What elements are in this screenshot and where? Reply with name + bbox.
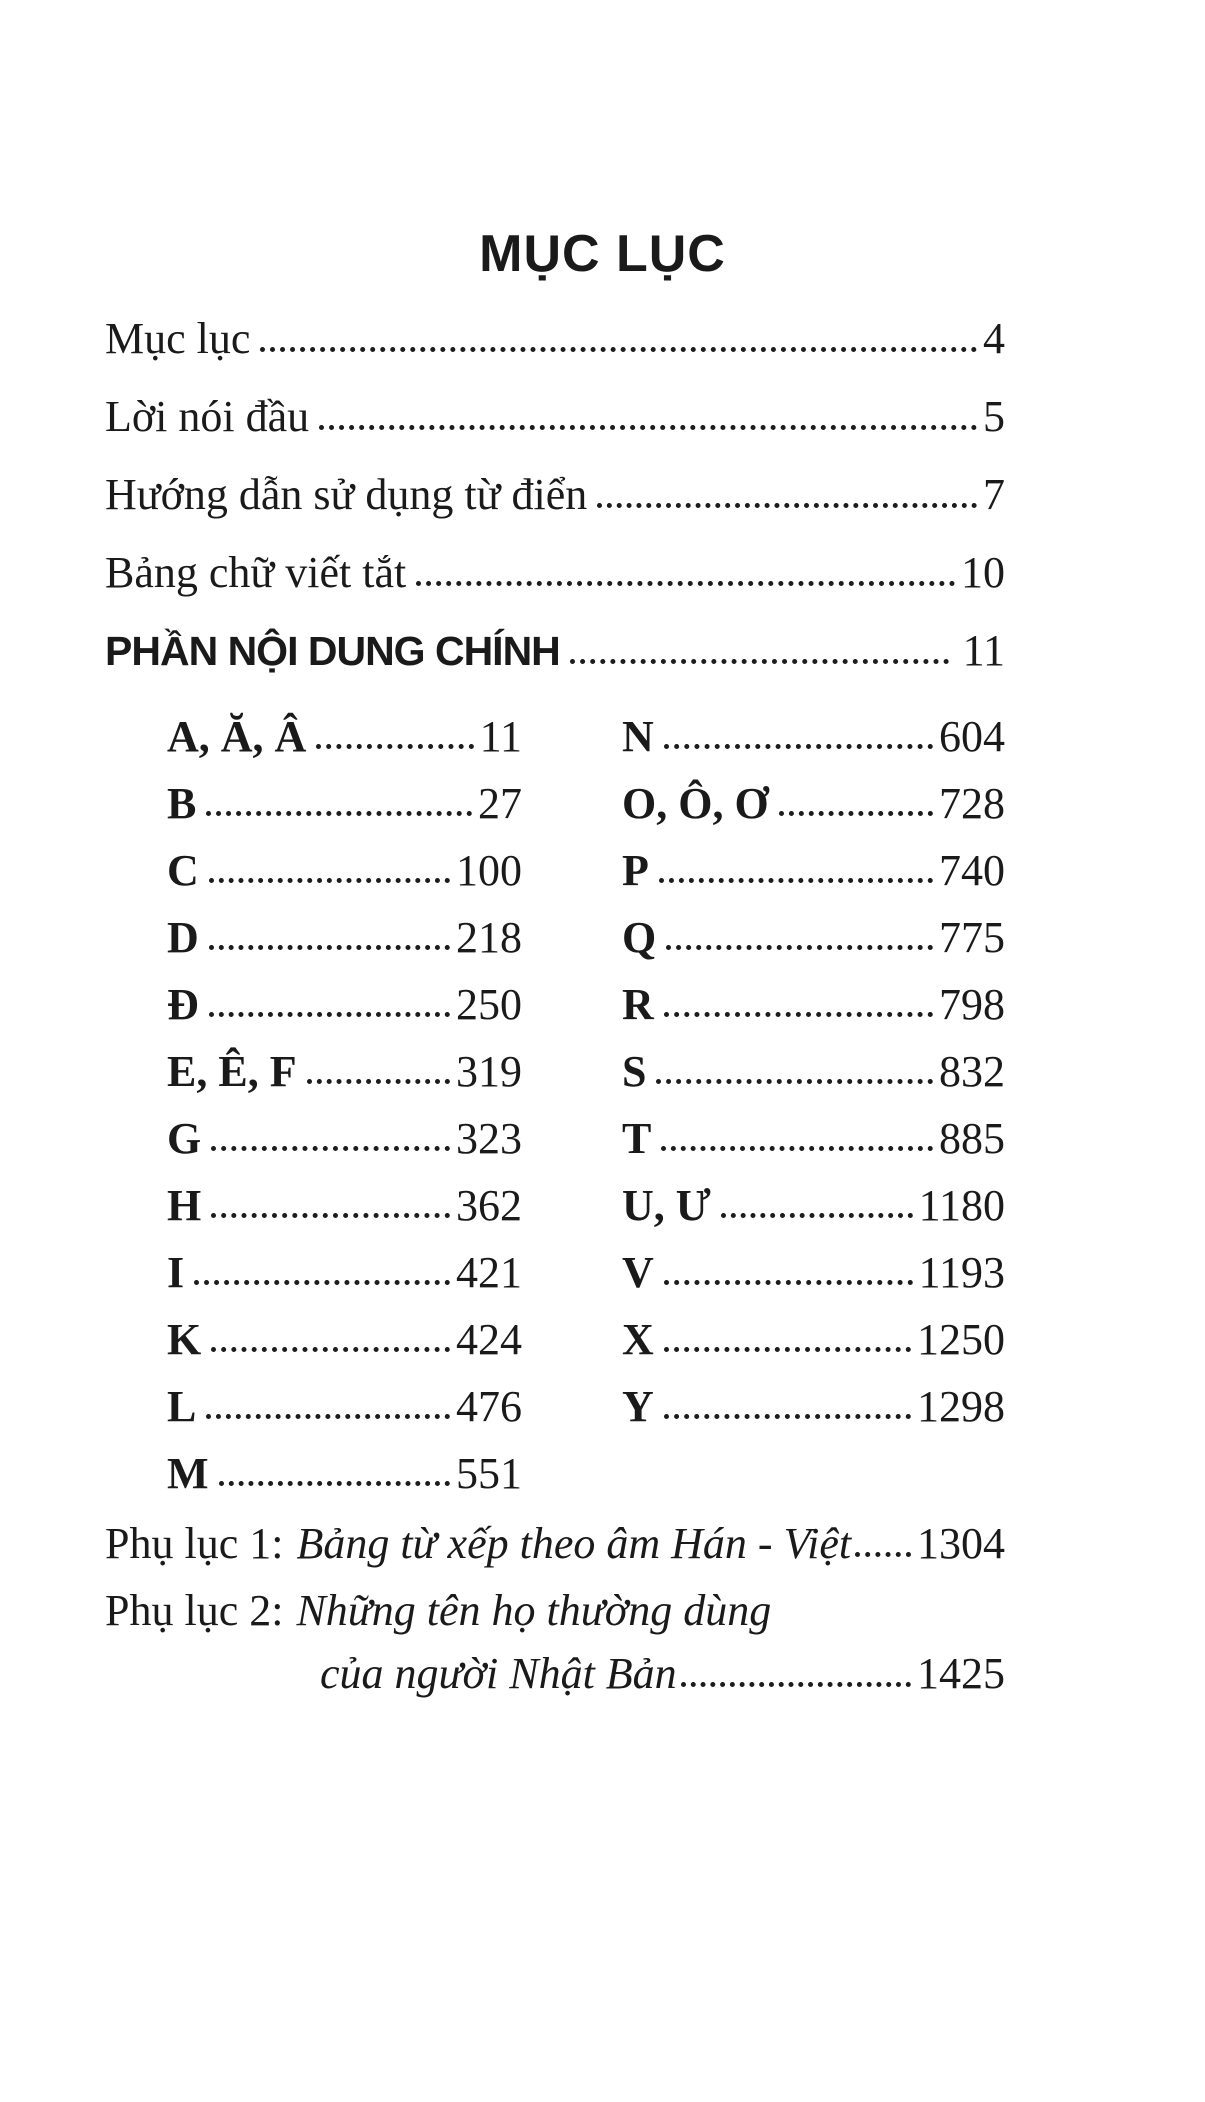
letter-label: P: [622, 845, 649, 895]
letter-entry: [167, 770, 522, 837]
letter-label: U, Ư: [622, 1180, 711, 1230]
appendix-title-continued: của người Nhật Bản: [320, 1649, 677, 1698]
letter-entry: [167, 703, 522, 770]
dot-leader: [597, 503, 977, 508]
dot-leader: [721, 1213, 913, 1218]
appendix-entry: [105, 1579, 1005, 1643]
toc-entry: [105, 534, 1005, 612]
letter-entry: [167, 904, 522, 971]
appendix-prefix: Phụ lục 2:: [105, 1586, 284, 1635]
letter-entry: [167, 837, 522, 904]
letter-entry: [622, 904, 1005, 971]
letter-label: Y: [622, 1381, 654, 1431]
toc-entry-page: 4: [983, 314, 1005, 363]
letter-label: C: [167, 845, 199, 895]
letter-label: S: [622, 1046, 647, 1096]
appendix-title: Bảng từ xếp theo âm Hán - Việt: [296, 1519, 852, 1568]
letter-label: L: [167, 1381, 197, 1431]
dot-leader: [319, 425, 977, 430]
dot-leader: [664, 1012, 933, 1017]
letter-entry: [167, 1239, 522, 1306]
main-section-page: 11: [962, 626, 1005, 675]
appendix-list: [105, 1509, 1005, 1705]
main-section-entry: [105, 612, 1005, 690]
dot-leader: [656, 1079, 933, 1084]
letter-page: 832: [939, 1046, 1005, 1096]
letter-index-right-column: [622, 703, 1005, 1507]
letter-page: 27: [478, 778, 522, 828]
appendix-entry-continuation: [105, 1643, 1005, 1705]
letter-page: 740: [939, 845, 1005, 895]
dot-leader: [664, 744, 933, 749]
toc-content: [105, 300, 1005, 1705]
dot-leader: [219, 1481, 450, 1486]
letter-label: D: [167, 912, 199, 962]
letter-label: N: [622, 711, 654, 761]
toc-entry: [105, 300, 1005, 378]
dot-leader: [659, 878, 933, 883]
dot-leader: [209, 878, 450, 883]
dot-leader: [416, 581, 955, 586]
letter-page: 1298: [917, 1381, 1005, 1431]
letter-entry: [622, 837, 1005, 904]
appendix-title: Những tên họ thường dùng: [296, 1586, 772, 1635]
dot-leader: [209, 1012, 450, 1017]
dot-leader: [260, 347, 977, 352]
letter-entry: [167, 1306, 522, 1373]
letter-page: 1193: [918, 1247, 1005, 1297]
letter-entry: [622, 1172, 1005, 1239]
letter-page: 100: [456, 845, 522, 895]
letter-entry: [622, 770, 1005, 837]
letter-index: [105, 703, 1005, 1507]
front-matter-list: [105, 300, 1005, 690]
letter-page: 1250: [917, 1314, 1005, 1364]
toc-entry-label: Mục lục: [105, 314, 251, 363]
toc-entry-label: Lời nói đầu: [105, 392, 310, 441]
dot-leader: [664, 1347, 911, 1352]
letter-page: 11: [479, 711, 522, 761]
dot-leader: [681, 1682, 911, 1687]
dot-leader: [211, 1347, 450, 1352]
letter-label: H: [167, 1180, 202, 1230]
dot-leader: [666, 945, 933, 950]
letter-page: 604: [939, 711, 1005, 761]
page-title: MỤC LỤC: [479, 225, 726, 283]
letter-label: X: [622, 1314, 654, 1364]
letter-entry: [167, 1373, 522, 1440]
letter-page: 885: [939, 1113, 1005, 1163]
toc-entry-page: 5: [983, 392, 1005, 441]
letter-page: 319: [456, 1046, 522, 1096]
main-section-label: PHẦN NỘI DUNG CHÍNH: [105, 628, 560, 674]
letter-page: 362: [456, 1180, 522, 1230]
letter-label: Đ: [167, 979, 199, 1029]
letter-page: 424: [456, 1314, 522, 1364]
toc-entry-page: 7: [983, 470, 1005, 519]
letter-entry: [167, 1172, 522, 1239]
letter-label: E, Ê, F: [167, 1046, 297, 1096]
letter-page: 476: [456, 1381, 522, 1431]
dot-leader: [211, 1146, 450, 1151]
letter-page: 421: [456, 1247, 522, 1297]
letter-entry: [167, 971, 522, 1038]
dot-leader: [779, 811, 933, 816]
appendix-prefix: Phụ lục 1:: [105, 1519, 284, 1568]
letter-entry: [167, 1038, 522, 1105]
letter-entry: [622, 1105, 1005, 1172]
toc-entry: [105, 456, 1005, 534]
letter-label: M: [167, 1448, 209, 1498]
letter-entry: [622, 1373, 1005, 1440]
letter-page: 323: [456, 1113, 522, 1163]
letter-page: 250: [456, 979, 522, 1029]
letter-page: 728: [939, 778, 1005, 828]
dot-leader: [316, 744, 473, 749]
letter-label: K: [167, 1314, 202, 1364]
appendix-page: 1425: [917, 1649, 1005, 1698]
letter-label: V: [622, 1247, 654, 1297]
letter-page: 551: [456, 1448, 522, 1498]
letter-label: G: [167, 1113, 202, 1163]
letter-label: Q: [622, 912, 657, 962]
toc-entry-label: Bảng chữ viết tắt: [105, 548, 407, 597]
letter-label: I: [167, 1247, 185, 1297]
letter-entry: [167, 1440, 522, 1507]
letter-entry: [622, 1239, 1005, 1306]
letter-entry: [622, 1306, 1005, 1373]
dot-leader: [664, 1280, 913, 1285]
dot-leader: [206, 811, 472, 816]
letter-entry: [622, 1038, 1005, 1105]
letter-label: T: [622, 1113, 652, 1163]
toc-entry-label: Hướng dẫn sử dụng từ điển: [105, 470, 588, 519]
letter-page: 798: [939, 979, 1005, 1029]
dot-leader: [307, 1079, 450, 1084]
dot-leader: [570, 659, 949, 664]
letter-label: O, Ô, Ơ: [622, 778, 769, 828]
dot-leader: [194, 1280, 450, 1285]
toc-entry: [105, 378, 1005, 456]
dot-leader: [211, 1213, 450, 1218]
letter-page: 218: [456, 912, 522, 962]
letter-page: 1180: [918, 1180, 1005, 1230]
letter-entry: [622, 971, 1005, 1038]
letter-page: 775: [939, 912, 1005, 962]
dot-leader: [855, 1552, 911, 1557]
letter-index-left-column: [167, 703, 522, 1507]
letter-label: R: [622, 979, 654, 1029]
letter-label: A, Ă, Â: [167, 711, 307, 761]
toc-entry-page: 10: [961, 548, 1005, 597]
letter-label: B: [167, 778, 197, 828]
appendix-entry: [105, 1509, 1005, 1579]
dot-leader: [209, 945, 450, 950]
dot-leader: [664, 1414, 911, 1419]
appendix-page: 1304: [917, 1519, 1005, 1568]
letter-entry: [622, 703, 1005, 770]
dot-leader: [661, 1146, 933, 1151]
letter-entry: [167, 1105, 522, 1172]
dot-leader: [206, 1414, 450, 1419]
